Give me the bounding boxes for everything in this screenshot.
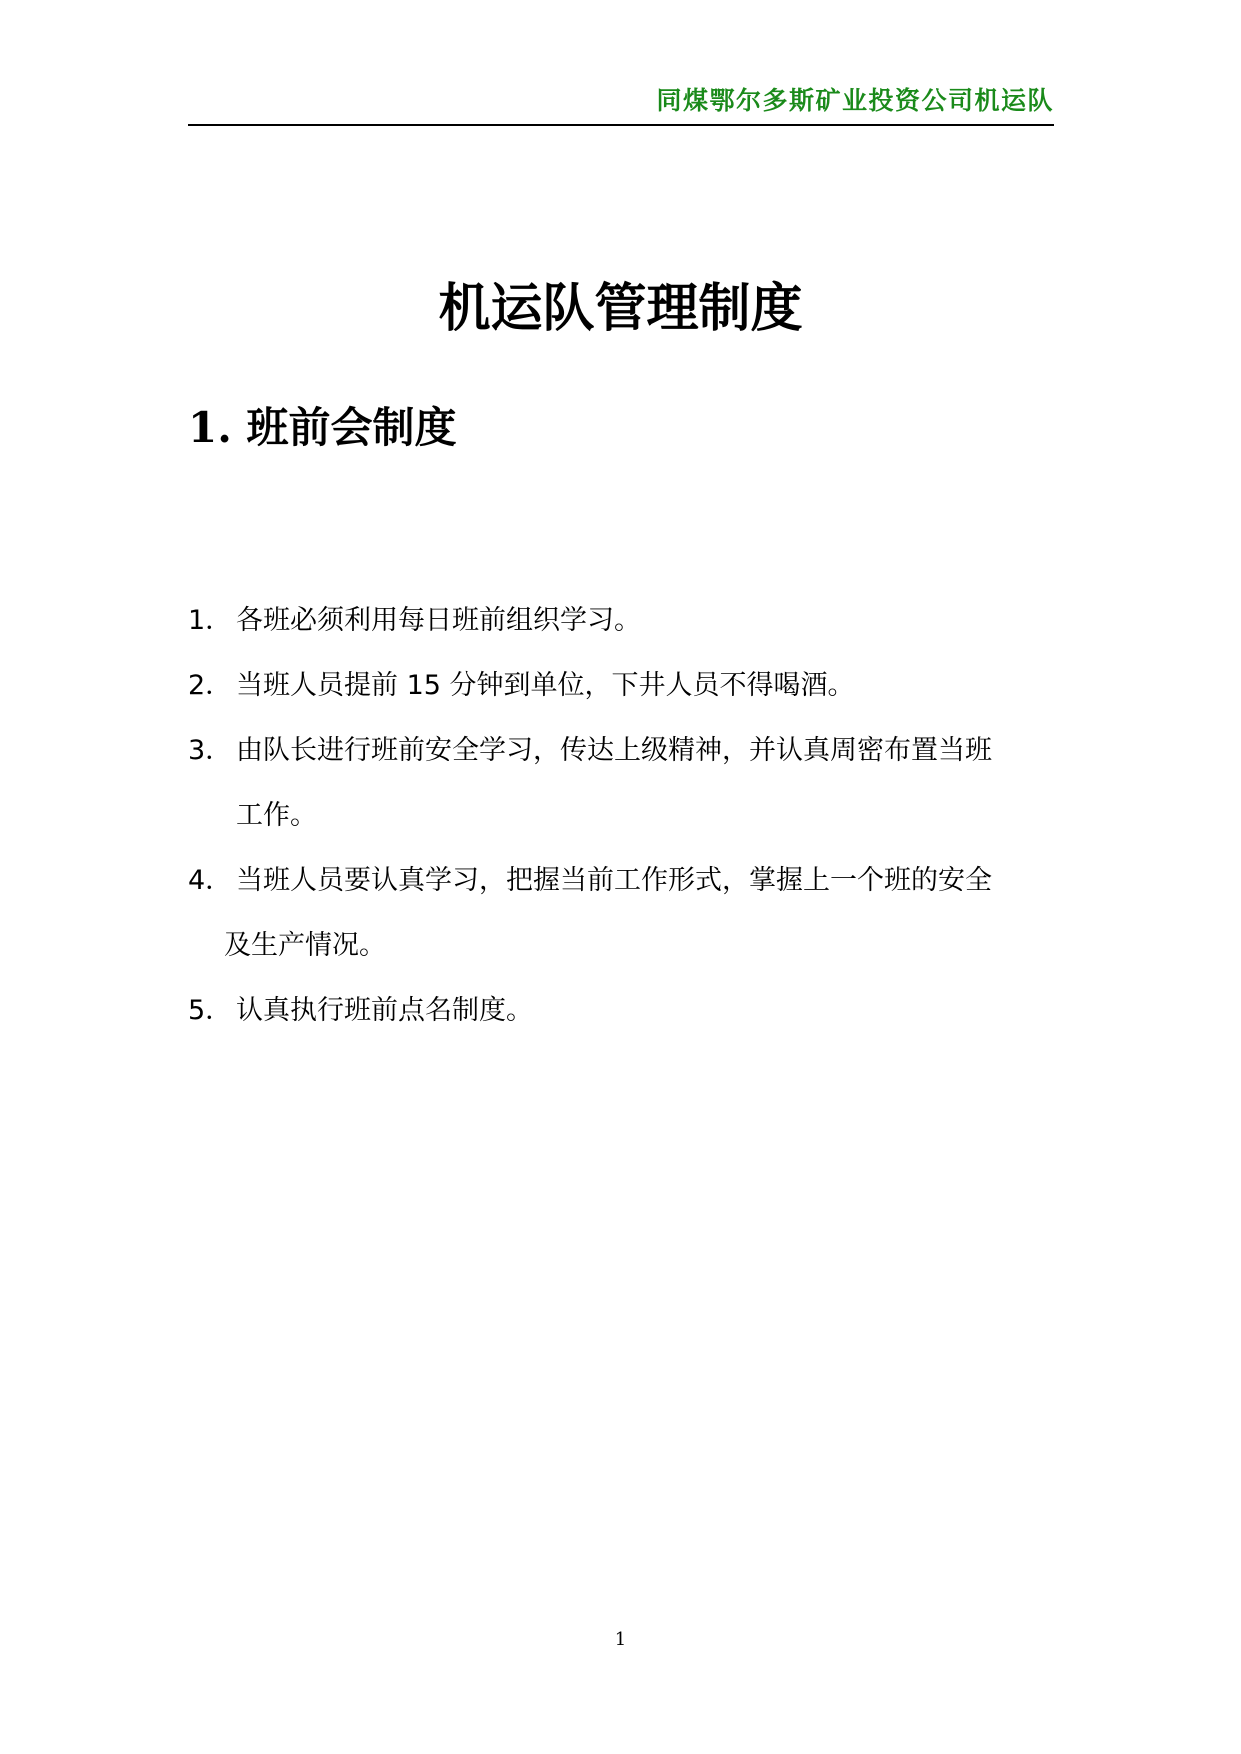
rule-text: 认真执行班前点名制度。 xyxy=(236,995,533,1026)
rule-text-continuation: 工作。 xyxy=(236,800,317,831)
rule-number: 4． xyxy=(188,865,233,896)
rule-text: 各班必须利用每日班前组织学习。 xyxy=(236,605,641,636)
section-heading xyxy=(188,400,457,456)
document-title: 机运队管理制度 xyxy=(438,279,803,339)
rule-item-1 xyxy=(188,588,1054,653)
rule-item-2 xyxy=(188,653,1054,718)
page-number: 1 xyxy=(614,1629,627,1650)
header-company-name: 同煤鄂尔多斯矿业投资公司机运队 xyxy=(656,86,1054,115)
rule-text: 由队长进行班前安全学习，传达上级精神，并认真周密布置当班 xyxy=(236,735,992,766)
rule-item-4 xyxy=(188,848,1054,978)
rule-text: 当班人员要认真学习，把握当前工作形式，掌握上一个班的安全 xyxy=(236,865,992,896)
rule-text-continuation: 及生产情况。 xyxy=(224,930,386,961)
section-title: 班前会制度 xyxy=(246,403,457,452)
rule-number: 5． xyxy=(188,995,233,1026)
rules-list xyxy=(188,588,1054,1043)
rule-number: 3． xyxy=(188,735,233,766)
rule-item-3 xyxy=(188,718,1054,848)
rule-number: 2． xyxy=(188,670,233,701)
running-header xyxy=(188,86,1054,126)
rule-item-5 xyxy=(188,978,1054,1043)
section-number: 1. xyxy=(188,403,232,452)
rule-number: 1． xyxy=(188,605,233,636)
rule-text: 当班人员提前 15 分钟到单位，下井人员不得喝酒。 xyxy=(236,670,855,701)
